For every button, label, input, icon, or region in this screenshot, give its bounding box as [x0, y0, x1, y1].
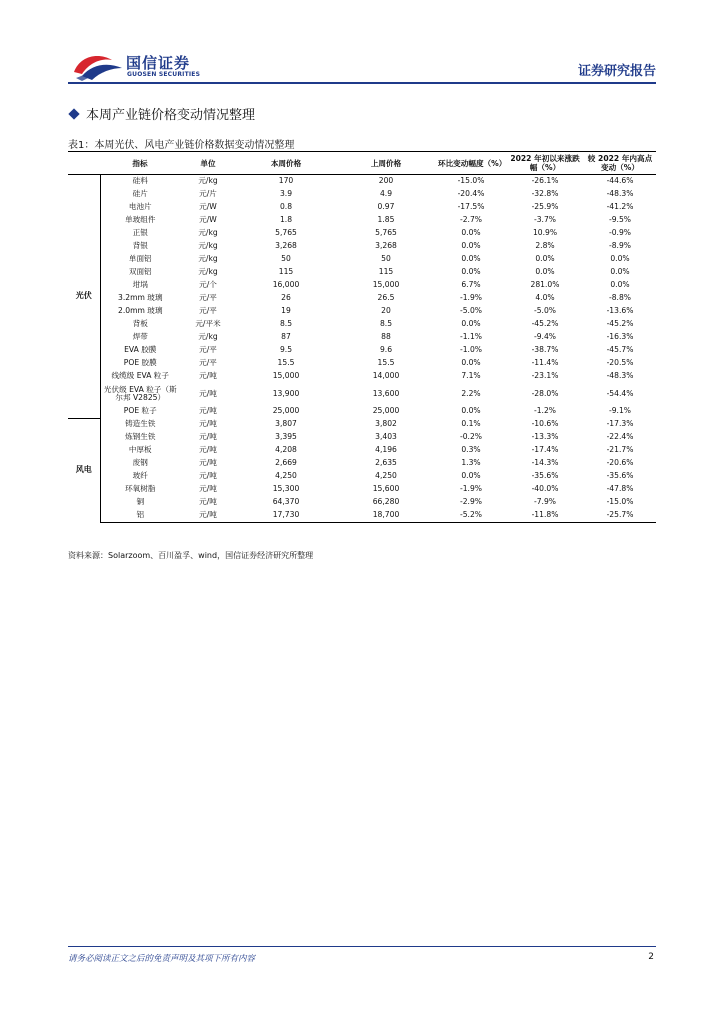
- indicator-cell: 铸造生铁: [125, 419, 156, 429]
- indicator-cell: 电池片: [128, 202, 152, 212]
- vs-high-cell: -21.7%: [606, 445, 634, 455]
- this-week-cell: 8.5: [279, 319, 293, 329]
- this-week-cell: 25,000: [272, 406, 300, 416]
- indicator-cell: 炼钢生铁: [125, 432, 156, 442]
- vs-high-cell: -45.7%: [606, 345, 634, 355]
- last-week-cell: 4,196: [375, 445, 397, 455]
- indicator-cell: 背板: [132, 319, 148, 329]
- footer-divider: [68, 946, 656, 947]
- last-week-cell: 14,000: [372, 371, 400, 381]
- this-week-cell: 1.8: [279, 215, 293, 225]
- last-week-cell: 2,635: [375, 458, 397, 468]
- vs-high-cell: -54.4%: [606, 388, 634, 398]
- unit-cell: 元/吨: [199, 419, 217, 429]
- wow-change-cell: 0.0%: [461, 267, 481, 277]
- ytd-change-cell: 2.8%: [535, 241, 555, 251]
- vs-high-cell: 0.0%: [610, 267, 630, 277]
- table-row: [68, 188, 656, 201]
- vs-high-cell: -41.2%: [606, 202, 634, 212]
- table-row: [68, 470, 656, 483]
- table-row: [68, 227, 656, 240]
- table-row: [68, 331, 656, 344]
- table-header-row: [68, 152, 656, 175]
- unit-cell: 元/吨: [199, 445, 217, 455]
- indicator-cell: 坩埚: [132, 280, 148, 290]
- unit-cell: 元/平米: [195, 319, 221, 329]
- footer-disclaimer: 请务必阅读正文之后的免责声明及其项下所有内容: [68, 954, 256, 964]
- vs-high-cell: -13.6%: [606, 306, 634, 316]
- last-week-cell: 25,000: [372, 406, 400, 416]
- last-week-cell: 66,280: [372, 497, 400, 507]
- last-week-cell: 3,268: [375, 241, 397, 251]
- last-week-cell: 15,000: [372, 280, 400, 290]
- vs-high-cell: -48.3%: [606, 371, 634, 381]
- guosen-logo: [72, 50, 202, 84]
- ytd-change-cell: -14.3%: [531, 458, 559, 468]
- table-row: [68, 405, 656, 418]
- unit-cell: 元/吨: [199, 432, 217, 442]
- table-row: [68, 383, 656, 405]
- wow-change-cell: -1.9%: [459, 293, 483, 303]
- section-title-text: 本周产业链价格变动情况整理: [86, 108, 256, 123]
- unit-cell: 元/吨: [199, 406, 217, 416]
- table-row: [68, 496, 656, 509]
- table-row: [68, 214, 656, 227]
- vs-high-cell: -17.3%: [606, 419, 634, 429]
- indicator-cell: 铜: [136, 497, 145, 507]
- wow-change-cell: -15.0%: [457, 176, 485, 186]
- this-week-cell: 2,669: [275, 458, 297, 468]
- last-week-cell: 20: [381, 306, 391, 316]
- indicator-cell: POE 粒子: [123, 406, 157, 416]
- indicator-cell: 焊带: [132, 332, 148, 342]
- table-caption: 表1：本周光伏、风电产业链价格数据变动情况整理: [68, 140, 295, 151]
- ytd-change-cell: -1.2%: [533, 406, 557, 416]
- brand-name-cn: 国信证券: [126, 54, 191, 72]
- unit-cell: 元/kg: [198, 228, 218, 238]
- header-indicator: 指标: [100, 152, 180, 175]
- unit-cell: 元/吨: [180, 509, 236, 523]
- ytd-change-cell: -13.3%: [531, 432, 559, 442]
- last-week-cell: 50: [381, 254, 391, 264]
- header-vs-high: 较 2022 年内高点变动（%）: [584, 152, 656, 175]
- last-week-cell: 1.85: [377, 215, 395, 225]
- last-week-cell: 4,250: [375, 471, 397, 481]
- unit-cell: 元/W: [199, 215, 217, 225]
- indicator-cell: POE 胶膜: [123, 358, 157, 368]
- last-week-cell: 9.6: [379, 345, 393, 355]
- indicator-cell: 3.2mm 玻璃: [118, 293, 163, 303]
- vs-high-cell: -47.8%: [606, 484, 634, 494]
- vs-high-cell: -8.8%: [608, 293, 632, 303]
- table-row: [68, 370, 656, 383]
- this-week-cell: 64,370: [272, 497, 300, 507]
- wow-change-cell: 0.0%: [461, 228, 481, 238]
- unit-cell: 元/片: [199, 189, 217, 199]
- indicator-cell: 硅片: [132, 189, 148, 199]
- wow-change-cell: 0.0%: [461, 254, 481, 264]
- table-row: [68, 509, 656, 523]
- unit-cell: 元/平: [199, 306, 217, 316]
- indicator-cell: 正银: [132, 228, 148, 238]
- wow-change-cell: 0.0%: [461, 406, 481, 416]
- table-row: [68, 253, 656, 266]
- category-cell: 风电: [68, 418, 100, 523]
- this-week-cell: 17,730: [236, 509, 336, 523]
- unit-cell: 元/吨: [199, 388, 217, 398]
- wow-change-cell: 6.7%: [461, 280, 481, 290]
- report-type: 证券研究报告: [577, 64, 656, 79]
- last-week-cell: 115: [378, 267, 394, 277]
- unit-cell: 元/个: [199, 280, 217, 290]
- unit-cell: 元/W: [199, 202, 217, 212]
- vs-high-cell: 0.0%: [610, 254, 630, 264]
- unit-cell: 元/平: [199, 345, 217, 355]
- indicator-cell: 废钢: [132, 458, 148, 468]
- wow-change-cell: -5.2%: [436, 509, 506, 523]
- price-table: [68, 151, 656, 523]
- vs-high-cell: -9.1%: [608, 406, 632, 416]
- wow-change-cell: 0.0%: [461, 471, 481, 481]
- ytd-change-cell: -38.7%: [531, 345, 559, 355]
- wow-change-cell: -1.0%: [459, 345, 483, 355]
- this-week-cell: 19: [281, 306, 291, 316]
- diamond-bullet-icon: [68, 108, 79, 119]
- ytd-change-cell: 10.9%: [532, 228, 558, 238]
- header-this-week: 本周价格: [236, 152, 336, 175]
- vs-high-cell: -8.9%: [608, 241, 632, 251]
- this-week-cell: 3,807: [275, 419, 297, 429]
- indicator-cell: 铝: [100, 509, 180, 523]
- this-week-cell: 50: [281, 254, 291, 264]
- this-week-cell: 87: [281, 332, 291, 342]
- table-row: [68, 318, 656, 331]
- indicator-cell: 硅料: [132, 176, 148, 186]
- table-row: [68, 201, 656, 214]
- indicator-cell: 2.0mm 玻璃: [118, 306, 163, 316]
- ytd-change-cell: -45.2%: [531, 319, 559, 329]
- unit-cell: 元/吨: [199, 471, 217, 481]
- last-week-cell: 8.5: [379, 319, 393, 329]
- wow-change-cell: 1.3%: [461, 458, 481, 468]
- wow-change-cell: 7.1%: [461, 371, 481, 381]
- wow-change-cell: 0.0%: [461, 241, 481, 251]
- this-week-cell: 5,765: [275, 228, 297, 238]
- wow-change-cell: -5.0%: [459, 306, 483, 316]
- last-week-cell: 26.5: [377, 293, 395, 303]
- this-week-cell: 15,000: [272, 371, 300, 381]
- last-week-cell: 0.97: [377, 202, 395, 212]
- ytd-change-cell: -35.6%: [531, 471, 559, 481]
- table-row: [68, 292, 656, 305]
- unit-cell: 元/平: [199, 358, 217, 368]
- brand-name-en: GUOSEN SECURITIES: [127, 71, 201, 78]
- last-week-cell: 18,700: [336, 509, 436, 523]
- wow-change-cell: -17.5%: [457, 202, 485, 212]
- vs-high-cell: -9.5%: [608, 215, 632, 225]
- indicator-cell: EVA 胶膜: [124, 345, 157, 355]
- wow-change-cell: -2.9%: [459, 497, 483, 507]
- ytd-change-cell: -11.4%: [531, 358, 559, 368]
- ytd-change-cell: -3.7%: [533, 215, 557, 225]
- ytd-change-cell: -10.6%: [531, 419, 559, 429]
- vs-high-cell: -25.7%: [584, 509, 656, 523]
- vs-high-cell: -20.6%: [606, 458, 634, 468]
- source-note: 资料来源：Solarzoom、百川盈孚、wind，国信证券经济研究所整理: [68, 551, 314, 560]
- table-row: [68, 457, 656, 470]
- unit-cell: 元/吨: [199, 371, 217, 381]
- table-row: [68, 418, 656, 431]
- this-week-cell: 9.5: [279, 345, 293, 355]
- last-week-cell: 200: [378, 176, 394, 186]
- table-row: [68, 344, 656, 357]
- header-divider: [68, 82, 656, 84]
- wow-change-cell: 2.2%: [461, 388, 481, 398]
- page-header: [0, 0, 724, 90]
- vs-high-cell: -35.6%: [606, 471, 634, 481]
- unit-cell: 元/kg: [198, 254, 218, 264]
- this-week-cell: 4,208: [275, 445, 297, 455]
- wow-change-cell: 0.0%: [461, 319, 481, 329]
- wow-change-cell: -1.1%: [459, 332, 483, 342]
- indicator-cell: 环氧树脂: [125, 484, 156, 494]
- unit-cell: 元/kg: [198, 267, 218, 277]
- indicator-cell: 双面铝: [128, 267, 152, 277]
- wow-change-cell: -2.7%: [459, 215, 483, 225]
- header-category: [68, 152, 100, 175]
- ytd-change-cell: 0.0%: [535, 254, 555, 264]
- last-week-cell: 15.5: [377, 358, 395, 368]
- table-row: [68, 305, 656, 318]
- unit-cell: 元/平: [199, 293, 217, 303]
- table-body: [68, 175, 656, 523]
- ytd-change-cell: -17.4%: [531, 445, 559, 455]
- section-title: [68, 104, 255, 123]
- unit-cell: 元/kg: [198, 241, 218, 251]
- last-week-cell: 3,802: [375, 419, 397, 429]
- wow-change-cell: 0.1%: [461, 419, 481, 429]
- wow-change-cell: 0.0%: [461, 358, 481, 368]
- table-row: [68, 431, 656, 444]
- indicator-cell: 中厚板: [128, 445, 152, 455]
- guosen-logo-mark-icon: [72, 50, 124, 82]
- this-week-cell: 115: [278, 267, 294, 277]
- last-week-cell: 88: [381, 332, 391, 342]
- ytd-change-cell: 4.0%: [535, 293, 555, 303]
- this-week-cell: 3,268: [275, 241, 297, 251]
- last-week-cell: 5,765: [375, 228, 397, 238]
- last-week-cell: 13,600: [372, 388, 400, 398]
- last-week-cell: 15,600: [372, 484, 400, 494]
- this-week-cell: 15,300: [272, 484, 300, 494]
- this-week-cell: 170: [278, 176, 294, 186]
- wow-change-cell: -0.2%: [459, 432, 483, 442]
- indicator-cell: 背银: [132, 241, 148, 251]
- ytd-change-cell: 0.0%: [535, 267, 555, 277]
- table-row: [68, 357, 656, 370]
- unit-cell: 元/吨: [199, 458, 217, 468]
- vs-high-cell: -15.0%: [606, 497, 634, 507]
- ytd-change-cell: -7.9%: [533, 497, 557, 507]
- table-row: [68, 444, 656, 457]
- vs-high-cell: -48.3%: [606, 189, 634, 199]
- this-week-cell: 4,250: [275, 471, 297, 481]
- this-week-cell: 15.5: [277, 358, 295, 368]
- ytd-change-cell: -5.0%: [533, 306, 557, 316]
- vs-high-cell: -16.3%: [606, 332, 634, 342]
- ytd-change-cell: -9.4%: [533, 332, 557, 342]
- vs-high-cell: 0.0%: [610, 280, 630, 290]
- vs-high-cell: -20.5%: [606, 358, 634, 368]
- ytd-change-cell: -11.8%: [506, 509, 584, 523]
- vs-high-cell: -44.6%: [606, 176, 634, 186]
- ytd-change-cell: -26.1%: [531, 176, 559, 186]
- unit-cell: 元/kg: [198, 332, 218, 342]
- unit-cell: 元/吨: [199, 497, 217, 507]
- header-ytd-change: 2022 年初以来涨跌幅（%）: [506, 152, 584, 175]
- ytd-change-cell: -32.8%: [531, 189, 559, 199]
- indicator-cell: 线缆级 EVA 粒子: [111, 371, 169, 381]
- header-wow-change: 环比变动幅度（%）: [436, 152, 506, 175]
- vs-high-cell: -45.2%: [606, 319, 634, 329]
- wow-change-cell: 0.3%: [461, 445, 481, 455]
- table-row: [68, 175, 656, 189]
- last-week-cell: 4.9: [379, 189, 393, 199]
- indicator-cell: 光伏级 EVA 粒子（斯尔邦 V2825）: [103, 384, 177, 402]
- ytd-change-cell: 281.0%: [530, 280, 560, 290]
- table-row: [68, 266, 656, 279]
- ytd-change-cell: -28.0%: [531, 388, 559, 398]
- table-row: [68, 279, 656, 292]
- indicator-cell: 玻纤: [132, 471, 148, 481]
- wow-change-cell: -20.4%: [457, 189, 485, 199]
- this-week-cell: 16,000: [272, 280, 300, 290]
- vs-high-cell: -0.9%: [608, 228, 632, 238]
- indicator-cell: 单玻组件: [125, 215, 156, 225]
- header-last-week: 上周价格: [336, 152, 436, 175]
- this-week-cell: 26: [281, 293, 291, 303]
- wow-change-cell: -1.9%: [459, 484, 483, 494]
- header-unit: 单位: [180, 152, 236, 175]
- table-row: [68, 240, 656, 253]
- table-row: [68, 483, 656, 496]
- ytd-change-cell: -40.0%: [531, 484, 559, 494]
- unit-cell: 元/kg: [198, 176, 218, 186]
- last-week-cell: 3,403: [375, 432, 397, 442]
- unit-cell: 元/吨: [199, 484, 217, 494]
- this-week-cell: 3,395: [275, 432, 297, 442]
- category-cell: 光伏: [68, 175, 100, 419]
- this-week-cell: 3.9: [279, 189, 293, 199]
- vs-high-cell: -22.4%: [606, 432, 634, 442]
- page-number: 2: [648, 952, 654, 962]
- this-week-cell: 0.8: [279, 202, 293, 212]
- ytd-change-cell: -23.1%: [531, 371, 559, 381]
- indicator-cell: 单面铝: [128, 254, 152, 264]
- ytd-change-cell: -25.9%: [531, 202, 559, 212]
- this-week-cell: 13,900: [272, 388, 300, 398]
